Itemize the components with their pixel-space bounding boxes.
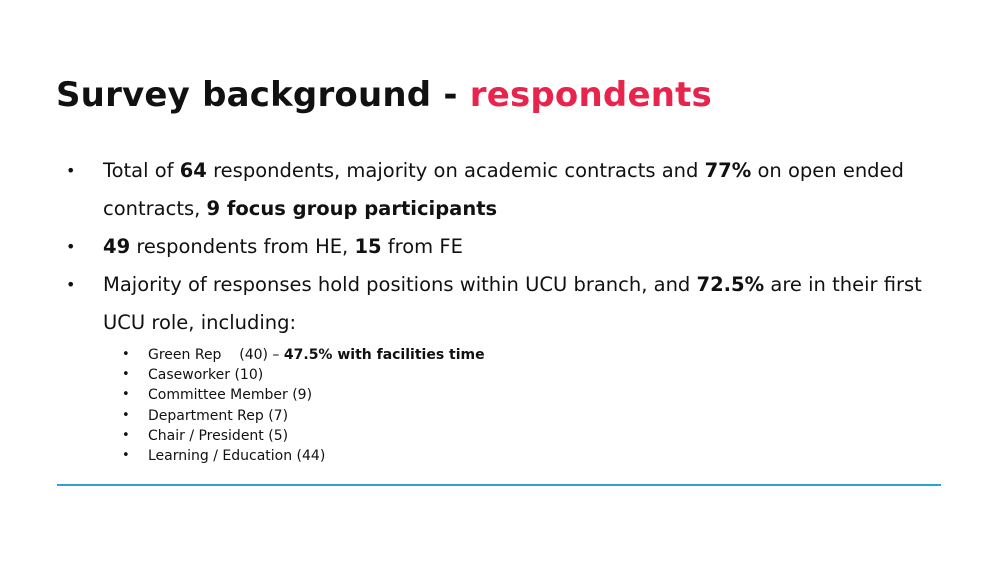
text: respondents, majority on academic contracts and <box>206 159 705 182</box>
bold-text: 49 <box>103 235 131 258</box>
bullet-dot-icon: • <box>122 427 130 443</box>
role-item <box>122 365 485 385</box>
roles-sub-list <box>122 345 485 466</box>
bullet-item <box>66 266 966 342</box>
text: respondents from HE, <box>130 235 355 258</box>
title-accent: respondents <box>469 75 712 115</box>
role-item <box>122 345 485 365</box>
role-item <box>122 446 485 466</box>
bullet-item <box>66 228 966 266</box>
text: Learning / Education (44) <box>148 448 326 465</box>
bullet-dot-icon: • <box>122 387 130 403</box>
slide-title <box>56 70 712 120</box>
role-item <box>122 406 485 426</box>
text: on open ended contracts, <box>103 159 904 220</box>
bold-text: 9 focus group participants <box>206 197 498 220</box>
bullet-dot-icon: • <box>122 347 130 362</box>
text: from FE <box>381 235 463 258</box>
bullet-dot-icon: • <box>66 161 76 180</box>
divider-line <box>57 484 941 486</box>
bullet-dot-icon: • <box>122 367 130 383</box>
title-main: Survey background - <box>56 75 470 115</box>
text: Green Rep (40) – <box>148 347 284 363</box>
role-item <box>122 426 485 446</box>
bullet-dot-icon: • <box>122 407 130 423</box>
bold-text: 15 <box>354 235 382 258</box>
text: Total of <box>103 159 180 182</box>
text: Department Rep (7) <box>148 407 289 424</box>
text: Caseworker (10) <box>148 367 264 384</box>
bold-text: 47.5% with facilities time <box>283 347 485 363</box>
bullet-item <box>66 152 966 228</box>
bullet-dot-icon: • <box>122 448 130 464</box>
bold-text: 64 <box>179 159 207 182</box>
role-item <box>122 385 485 405</box>
bold-text: 77% <box>704 159 752 182</box>
main-bullet-list <box>66 152 966 342</box>
text: Chair / President (5) <box>148 427 289 444</box>
bullet-dot-icon: • <box>66 275 76 294</box>
bullet-dot-icon: • <box>66 237 76 256</box>
text: Committee Member (9) <box>148 387 313 404</box>
text: are in their first UCU role, including: <box>103 273 922 334</box>
bold-text: 72.5% <box>696 273 765 296</box>
text: Majority of responses hold positions within UCU branch, and <box>103 273 697 296</box>
